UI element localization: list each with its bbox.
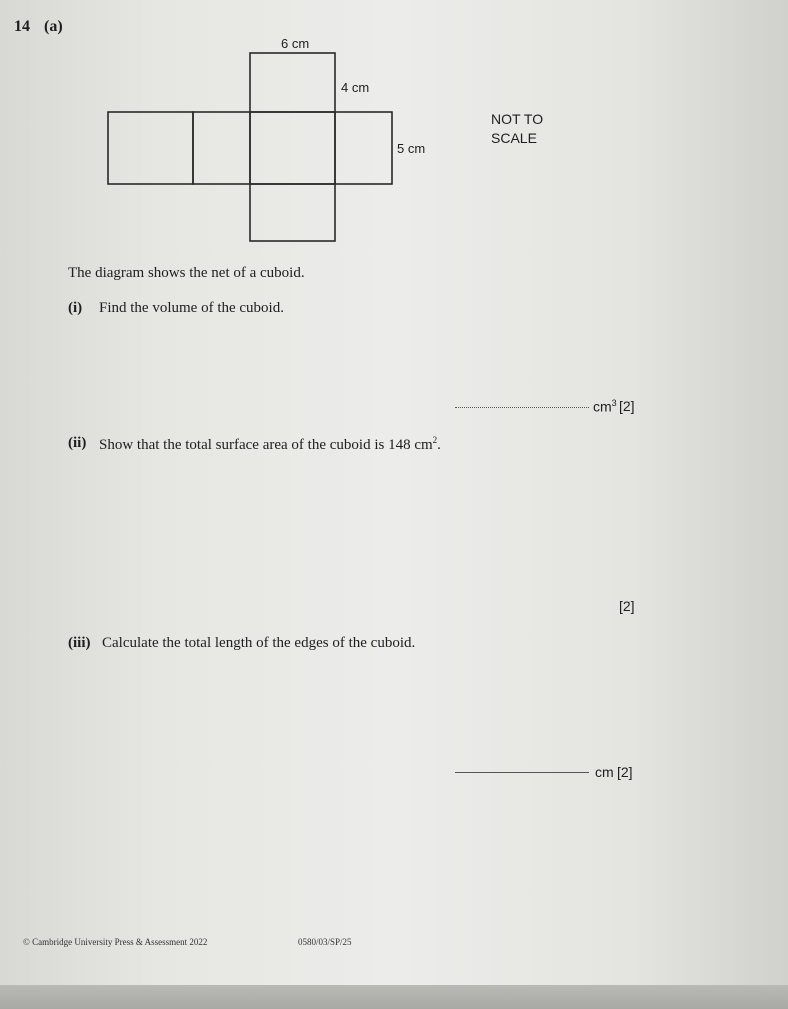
part-i-answer-line[interactable]	[455, 407, 589, 408]
question-part-label: (a)	[44, 18, 63, 35]
part-iii-marks: [2]	[617, 764, 633, 780]
part-ii-label: (ii)	[68, 435, 87, 451]
part-i-marks: [2]	[619, 398, 635, 414]
net-face-left	[193, 112, 250, 184]
footer-paper-code: 0580/03/SP/25	[298, 937, 352, 947]
label-5cm: 5 cm	[397, 141, 426, 156]
cuboid-net-diagram	[100, 40, 440, 245]
part-ii-marks: [2]	[619, 598, 635, 614]
label-6cm: 6 cm	[281, 36, 310, 51]
intro-text: The diagram shows the net of a cuboid.	[68, 265, 305, 281]
part-ii-value: 148 $cm^2$	[388, 435, 438, 453]
net-face-left-end	[108, 112, 193, 184]
part-i-unit: $cm^3$	[593, 398, 617, 415]
part-i-label: (i)	[68, 300, 83, 316]
part-iii-question: Calculate the total length of the edges of the cuboid.	[102, 635, 416, 651]
part-i-question: Find the volume of the cuboid.	[99, 300, 284, 316]
part-iii-label: (iii)	[68, 635, 91, 651]
not-to-scale-line2: SCALE	[491, 130, 537, 146]
question-number: 14	[14, 18, 30, 35]
net-face-front	[250, 112, 335, 184]
part-ii-question: Show that the total surface area of the cuboid is 148 $cm^2$.	[99, 435, 441, 453]
net-face-bottom	[250, 184, 335, 241]
page-bottom-edge	[0, 985, 788, 1009]
net-face-right	[335, 112, 392, 184]
part-iii-unit: cm	[595, 764, 614, 780]
part-iii-answer-line[interactable]	[455, 772, 589, 773]
label-4cm: 4 cm	[341, 80, 370, 95]
not-to-scale-line1: NOT TO	[491, 111, 544, 127]
footer-copyright: © Cambridge University Press & Assessment 2022	[23, 937, 208, 947]
net-face-top	[250, 53, 335, 112]
